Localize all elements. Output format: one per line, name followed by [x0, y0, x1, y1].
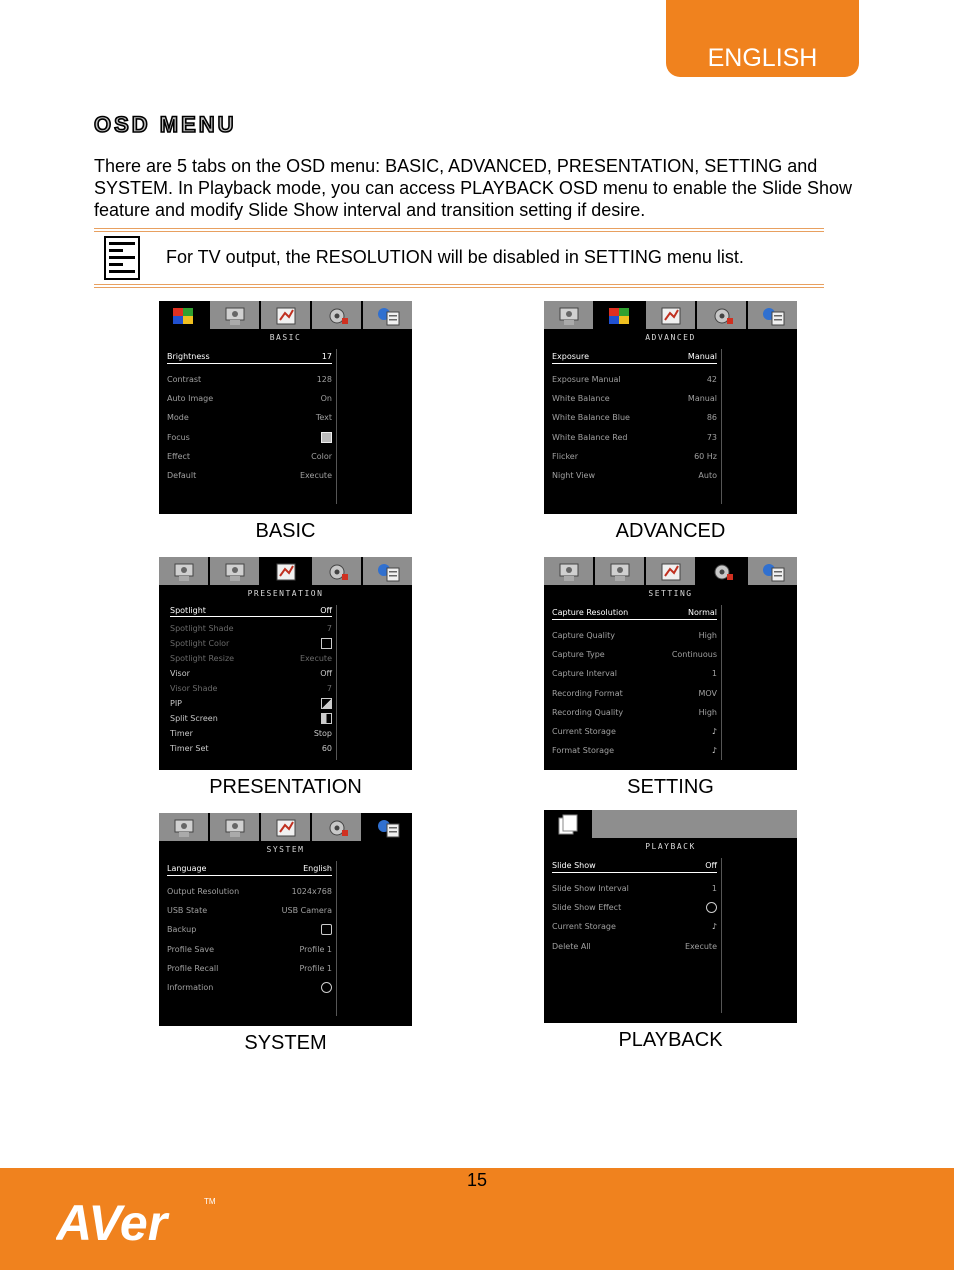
osd-tab-bar: [159, 813, 412, 841]
item-value: 73: [706, 432, 717, 442]
item-label: Spotlight Shade: [170, 624, 234, 633]
item-label: Spotlight Color: [170, 639, 230, 648]
item-label: Night View: [552, 471, 596, 481]
item-label: Brightness: [167, 352, 210, 361]
item-value: 7: [326, 624, 332, 633]
basic-tab-icon: [169, 816, 199, 838]
tab-basic[interactable]: [544, 557, 595, 585]
menu-item-flicker[interactable]: [552, 447, 717, 466]
osd-tab-bar: [544, 810, 797, 838]
menu-item-white-balance-blue[interactable]: [552, 408, 717, 427]
tab-bar-filler: [592, 810, 797, 838]
note-rule-bottom-inner: [94, 287, 824, 288]
menu-item-profile-recall[interactable]: [167, 959, 332, 978]
item-value: Stop: [313, 729, 332, 738]
item-label: Contrast: [167, 375, 202, 385]
menu-scrollbar: [336, 861, 337, 1016]
item-label: Current Storage: [552, 727, 616, 737]
tab-setting[interactable]: [697, 557, 748, 585]
item-label: Effect: [167, 451, 191, 461]
menu-list: [552, 350, 717, 485]
item-label: Timer Set: [170, 744, 209, 753]
item-value: 17: [321, 352, 332, 361]
tab-presentation[interactable]: [646, 301, 697, 329]
menu-item-slide-show[interactable]: [552, 859, 717, 873]
setting-tab-icon: [322, 560, 352, 582]
menu-list: [167, 862, 332, 997]
item-label: Slide Show Effect: [552, 903, 622, 913]
backup-icon: [321, 924, 332, 935]
menu-item-recording-quality[interactable]: [552, 703, 717, 722]
menu-item-capture-resolution[interactable]: [552, 606, 717, 620]
menu-item-spotlight-color[interactable]: [170, 636, 332, 651]
item-label: Capture Resolution: [552, 608, 629, 617]
tab-advanced[interactable]: [595, 557, 646, 585]
menu-item-language[interactable]: [167, 862, 332, 876]
menu-item-brightness[interactable]: [167, 350, 332, 364]
item-label: Auto Image: [167, 394, 214, 404]
tab-presentation[interactable]: [646, 557, 697, 585]
item-value: 1: [711, 669, 717, 679]
item-label: Profile Recall: [167, 963, 219, 973]
item-value: Off: [320, 669, 332, 678]
item-label: Slide Show Interval: [552, 884, 629, 894]
setting-tab-icon: [707, 304, 737, 326]
setting-tab-icon: [322, 304, 352, 326]
tab-advanced[interactable]: [210, 813, 261, 841]
section-title: OSD MENU: [94, 112, 237, 137]
item-value: Execute: [685, 941, 717, 951]
advanced-tab-icon: [220, 560, 250, 582]
svg-text:TM: TM: [204, 1197, 216, 1206]
menu-list: [552, 606, 717, 760]
menu-scrollbar: [336, 605, 337, 760]
tab-presentation[interactable]: [261, 813, 312, 841]
basic-tab-icon: [169, 304, 199, 326]
menu-item-capture-interval[interactable]: [552, 664, 717, 683]
item-value: Profile 1: [299, 963, 332, 973]
menu-heading: ADVANCED: [645, 333, 696, 342]
menu-item-timer-set[interactable]: [170, 741, 332, 756]
color-swatch-icon: [321, 638, 332, 649]
system-tab-icon: [373, 304, 403, 326]
note-rule-bottom: [94, 284, 824, 285]
menu-item-slide-show-interval[interactable]: [552, 879, 717, 898]
menu-item-auto-image[interactable]: [167, 389, 332, 408]
item-value: 7: [326, 684, 332, 693]
item-label: Spotlight Resize: [170, 654, 235, 663]
tab-setting[interactable]: [312, 301, 363, 329]
storage-icon: ♪: [711, 746, 717, 756]
caption-setting: SETTING: [627, 776, 714, 798]
osd-screen-presentation: [159, 557, 412, 770]
item-value: Execute: [300, 654, 332, 663]
menu-item-white-balance[interactable]: [552, 389, 717, 408]
playback-tab-icon: [554, 813, 584, 835]
pip-icon: [321, 698, 332, 709]
menu-item-capture-type[interactable]: [552, 645, 717, 664]
item-value: MOV: [698, 688, 717, 698]
item-label: Spotlight: [170, 606, 206, 615]
info-icon: [321, 982, 332, 993]
tab-system[interactable]: [363, 813, 412, 841]
presentation-tab-icon: [656, 560, 686, 582]
advanced-tab-icon: [220, 304, 250, 326]
item-label: Capture Quality: [552, 631, 615, 641]
osd-screen-setting: [544, 557, 797, 770]
item-label: Focus: [167, 432, 190, 442]
item-value: Execute: [300, 471, 332, 481]
item-value: 60 Hz: [694, 451, 717, 461]
setting-tab-icon: [322, 816, 352, 838]
item-label: Default: [167, 471, 197, 481]
item-label: Delete All: [552, 941, 591, 951]
item-value: English: [303, 864, 332, 873]
item-label: Flicker: [552, 451, 579, 461]
tab-advanced[interactable]: [210, 557, 261, 585]
item-label: Split Screen: [170, 714, 218, 723]
note-icon: [104, 236, 140, 280]
advanced-tab-icon: [220, 816, 250, 838]
item-label: White Balance Red: [552, 432, 628, 442]
menu-item-contrast[interactable]: [167, 370, 332, 389]
tab-system[interactable]: [748, 301, 797, 329]
menu-item-visor-shade[interactable]: [170, 681, 332, 696]
item-value: 1024x768: [291, 887, 332, 897]
note-text: For TV output, the RESOLUTION will be disabled in SETTING menu list.: [166, 247, 744, 267]
presentation-tab-icon: [271, 304, 301, 326]
menu-item-night-view[interactable]: [552, 466, 717, 485]
item-value: On: [320, 394, 332, 404]
item-label: Exposure Manual: [552, 375, 621, 385]
advanced-tab-icon: [605, 304, 635, 326]
osd-tab-bar: [159, 557, 412, 585]
system-tab-icon: [373, 560, 403, 582]
menu-item-visor[interactable]: [170, 666, 332, 681]
menu-item-focus[interactable]: [167, 428, 332, 447]
tab-system[interactable]: [363, 301, 412, 329]
menu-item-slide-show-effect[interactable]: [552, 898, 717, 917]
basic-tab-icon: [169, 560, 199, 582]
menu-item-output-resolution[interactable]: [167, 882, 332, 901]
basic-tab-icon: [554, 560, 584, 582]
basic-tab-icon: [554, 304, 584, 326]
item-value: USB Camera: [281, 906, 332, 916]
menu-heading: BASIC: [269, 333, 302, 342]
menu-scrollbar: [721, 349, 722, 504]
presentation-tab-icon: [271, 816, 301, 838]
menu-item-split-screen[interactable]: [170, 711, 332, 726]
item-value: 42: [706, 375, 717, 385]
item-value: Profile 1: [299, 944, 332, 954]
item-label: White Balance: [552, 394, 610, 404]
caption-advanced: ADVANCED: [615, 520, 726, 542]
item-value: Normal: [688, 608, 717, 617]
tab-presentation[interactable]: [261, 301, 312, 329]
tab-basic[interactable]: [159, 557, 210, 585]
item-label: Capture Type: [552, 650, 605, 660]
presentation-tab-icon: [656, 304, 686, 326]
menu-item-effect[interactable]: [167, 447, 332, 466]
item-value: High: [698, 707, 717, 717]
item-label: White Balance Blue: [552, 413, 630, 423]
item-label: Format Storage: [552, 746, 615, 756]
osd-tab-bar: [544, 301, 797, 329]
menu-item-profile-save[interactable]: [167, 940, 332, 959]
menu-item-format-storage[interactable]: [552, 741, 717, 760]
language-tab: ENGLISH: [666, 0, 859, 77]
menu-item-default[interactable]: [167, 466, 332, 485]
item-label: Recording Format: [552, 688, 623, 698]
item-value: Manual: [687, 394, 717, 404]
menu-item-information[interactable]: [167, 978, 332, 997]
item-label: Visor: [170, 669, 190, 678]
item-value: Off: [705, 861, 717, 870]
menu-list: [167, 350, 332, 485]
menu-item-current-storage[interactable]: [552, 722, 717, 741]
item-label: Information: [167, 983, 214, 993]
menu-item-recording-format[interactable]: [552, 684, 717, 703]
menu-item-delete-all[interactable]: [552, 937, 717, 956]
effect-icon: [706, 902, 717, 913]
tab-advanced[interactable]: [595, 301, 646, 329]
menu-heading: SETTING: [648, 589, 693, 598]
item-label: Slide Show: [552, 861, 596, 870]
item-value: Manual: [687, 352, 717, 361]
item-label: Mode: [167, 413, 189, 423]
item-label: USB State: [167, 906, 208, 916]
item-value: Auto: [698, 471, 717, 481]
tab-presentation[interactable]: [261, 557, 312, 585]
focus-icon: [321, 432, 332, 443]
setting-tab-icon: [707, 560, 737, 582]
tab-advanced[interactable]: [210, 301, 261, 329]
menu-item-white-balance-red[interactable]: [552, 428, 717, 447]
advanced-tab-icon: [605, 560, 635, 582]
tab-basic[interactable]: [159, 301, 210, 329]
intro-paragraph: There are 5 tabs on the OSD menu: BASIC, ADVANCED, PRESENTATION, SETTING and SYSTEM. In Playback mode, you can access PLAYBACK OSD menu to enable the Slide Show feature and modify Slide Show interval and transition setting if desire.: [94, 156, 853, 220]
menu-item-current-storage[interactable]: [552, 917, 717, 936]
item-label: Exposure: [552, 352, 590, 361]
item-value: Color: [311, 451, 332, 461]
item-label: PIP: [170, 699, 183, 708]
tab-setting[interactable]: [312, 813, 363, 841]
tab-system[interactable]: [748, 557, 797, 585]
item-value: 1: [711, 884, 717, 894]
svg-text:AVer: AVer: [56, 1195, 168, 1246]
split-screen-icon: [321, 713, 332, 724]
presentation-tab-icon: [271, 560, 301, 582]
caption-presentation: PRESENTATION: [209, 776, 362, 798]
storage-icon: ♪: [711, 727, 717, 737]
menu-list: [170, 605, 332, 756]
osd-tab-bar: [159, 301, 412, 329]
tab-basic[interactable]: [544, 301, 595, 329]
osd-tab-bar: [544, 557, 797, 585]
caption-playback: PLAYBACK: [618, 1029, 723, 1051]
tab-system[interactable]: [363, 557, 412, 585]
storage-icon: ♪: [711, 922, 717, 932]
tab-basic[interactable]: [159, 813, 210, 841]
page-number: 15: [466, 1170, 488, 1190]
menu-item-mode[interactable]: [167, 408, 332, 427]
item-value: 128: [316, 375, 332, 385]
menu-scrollbar: [721, 605, 722, 760]
item-value: High: [698, 631, 717, 641]
menu-item-spotlight-resize[interactable]: [170, 651, 332, 666]
osd-screen-system: [159, 813, 412, 1026]
item-label: Timer: [170, 729, 193, 738]
item-label: Current Storage: [552, 922, 616, 932]
aver-logo: [56, 1190, 226, 1246]
menu-heading: SYSTEM: [266, 845, 305, 854]
menu-scrollbar: [721, 858, 722, 1013]
menu-item-timer[interactable]: [170, 726, 332, 741]
item-value: Text: [315, 413, 332, 423]
osd-screen-playback: [544, 810, 797, 1023]
item-label: Capture Interval: [552, 669, 617, 679]
osd-screen-basic: [159, 301, 412, 514]
item-label: Language: [167, 864, 207, 873]
menu-item-spotlight-shade[interactable]: [170, 621, 332, 636]
menu-scrollbar: [336, 349, 337, 504]
item-label: Visor Shade: [170, 684, 218, 693]
item-label: Backup: [167, 925, 197, 935]
menu-item-pip[interactable]: [170, 696, 332, 711]
menu-item-capture-quality[interactable]: [552, 626, 717, 645]
item-label: Output Resolution: [167, 887, 240, 897]
menu-item-spotlight[interactable]: [170, 605, 332, 617]
system-tab-icon: [758, 304, 788, 326]
note-rule-top-inner: [94, 231, 824, 232]
tab-playback[interactable]: [544, 810, 592, 838]
item-label: Recording Quality: [552, 707, 624, 717]
menu-list: [552, 859, 717, 956]
item-label: Profile Save: [167, 944, 215, 954]
tab-setting[interactable]: [697, 301, 748, 329]
caption-system: SYSTEM: [244, 1032, 327, 1054]
note-rule-top: [94, 228, 824, 229]
item-value: Continuous: [671, 650, 717, 660]
caption-basic: BASIC: [255, 520, 316, 542]
item-value: Off: [320, 606, 332, 615]
menu-item-exposure[interactable]: [552, 350, 717, 364]
item-value: 86: [706, 413, 717, 423]
menu-item-exposure-manual[interactable]: [552, 370, 717, 389]
menu-heading: PRESENTATION: [247, 589, 324, 598]
menu-heading: PLAYBACK: [645, 842, 696, 851]
osd-screen-advanced: [544, 301, 797, 514]
system-tab-icon: [373, 816, 403, 838]
menu-item-usb-state[interactable]: [167, 901, 332, 920]
item-value: 60: [321, 744, 332, 753]
menu-item-backup[interactable]: [167, 920, 332, 939]
tab-setting[interactable]: [312, 557, 363, 585]
system-tab-icon: [758, 560, 788, 582]
